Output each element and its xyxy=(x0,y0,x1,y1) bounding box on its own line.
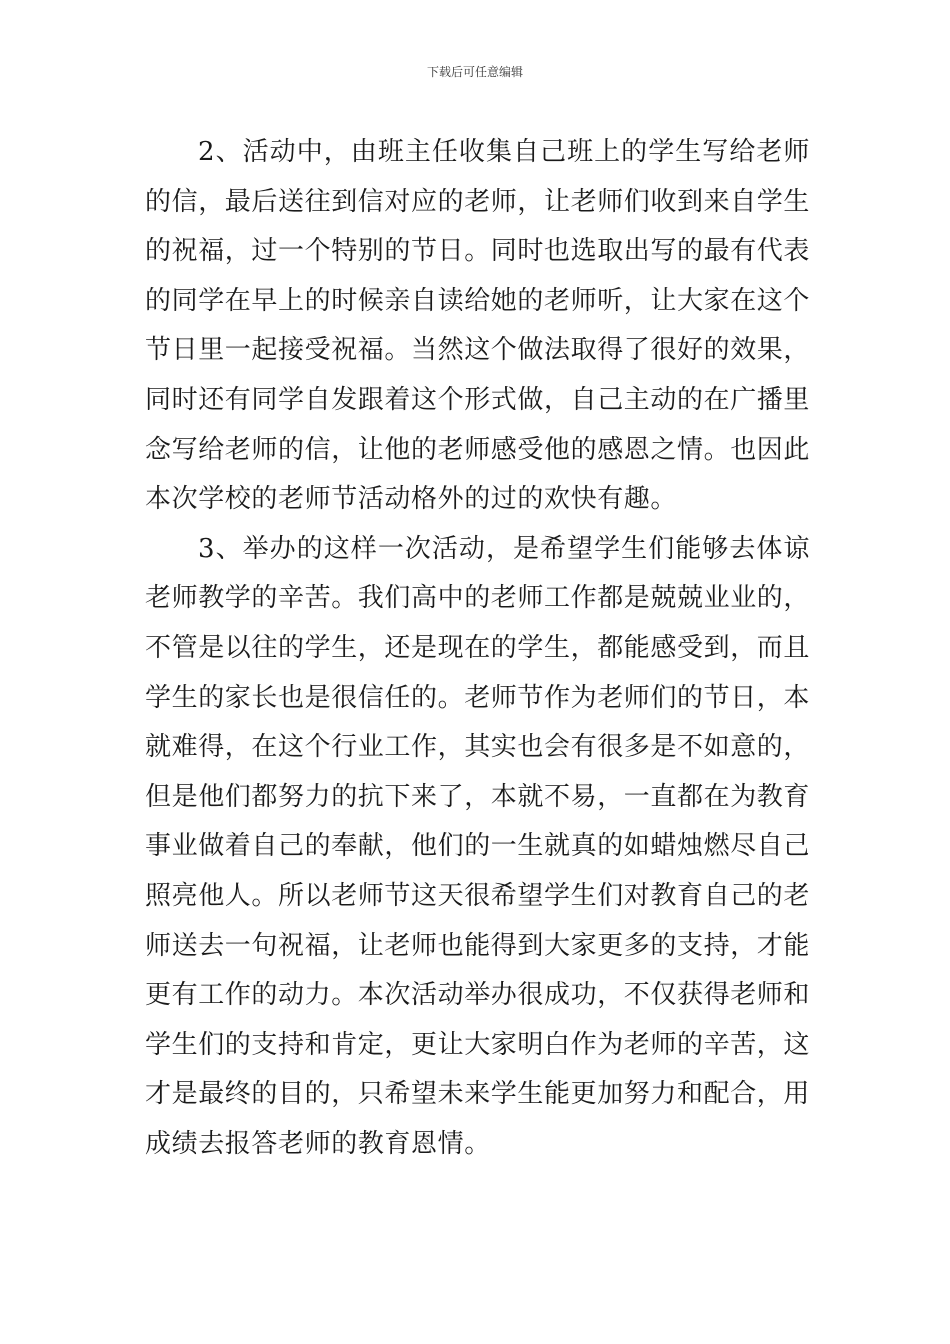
page-header: 下载后可任意编辑 xyxy=(426,65,523,79)
document-body xyxy=(145,128,810,1169)
paragraph-activity-purpose: 3、举办的这样一次活动，是希望学生们能够去体谅老师教学的辛苦。我们高中的老师工作都是兢兢业业的，不管是以往的学生，还是现在的学生，都能感受到，而且学生的家长也是很信任的。老师节作为老师们的节日，本就难得，在这个行业工作，其实也会有很多是不如意的，但是他们都努力的抗下来了，本就不易，一直都在为教育事业做着自己的奉献，他们的一生就真的如蜡烛燃尽自己照亮他人。所以老师节这天很希望学生们对教育自己的老师送去一句祝福，让老师也能得到大家更多的支持，才能更有工作的动力。本次活动举办很成功，不仅获得老师和学生们的支持和肯定，更让大家明白作为老师的辛苦，这才是最终的目的，只希望未来学生能更加努力和配合，用成绩去报答老师的教育恩情。 xyxy=(145,533,811,1159)
paragraph-activity-letters: 2、活动中，由班主任收集自己班上的学生写给老师的信，最后送往到信对应的老师，让老师们收到来自学生的祝福，过一个特别的节日。同时也选取出写的最有代表的同学在早上的时候亲自读给她的老师听，让大家在这个节日里一起接受祝福。当然这个做法取得了很好的效果，同时还有同学自发跟着这个形式做，自己主动的在广播里念写给老师的信，让他的老师感受他的感恩之情。也因此本次学校的老师节活动格外的过的欢快有趣。 xyxy=(145,137,811,515)
